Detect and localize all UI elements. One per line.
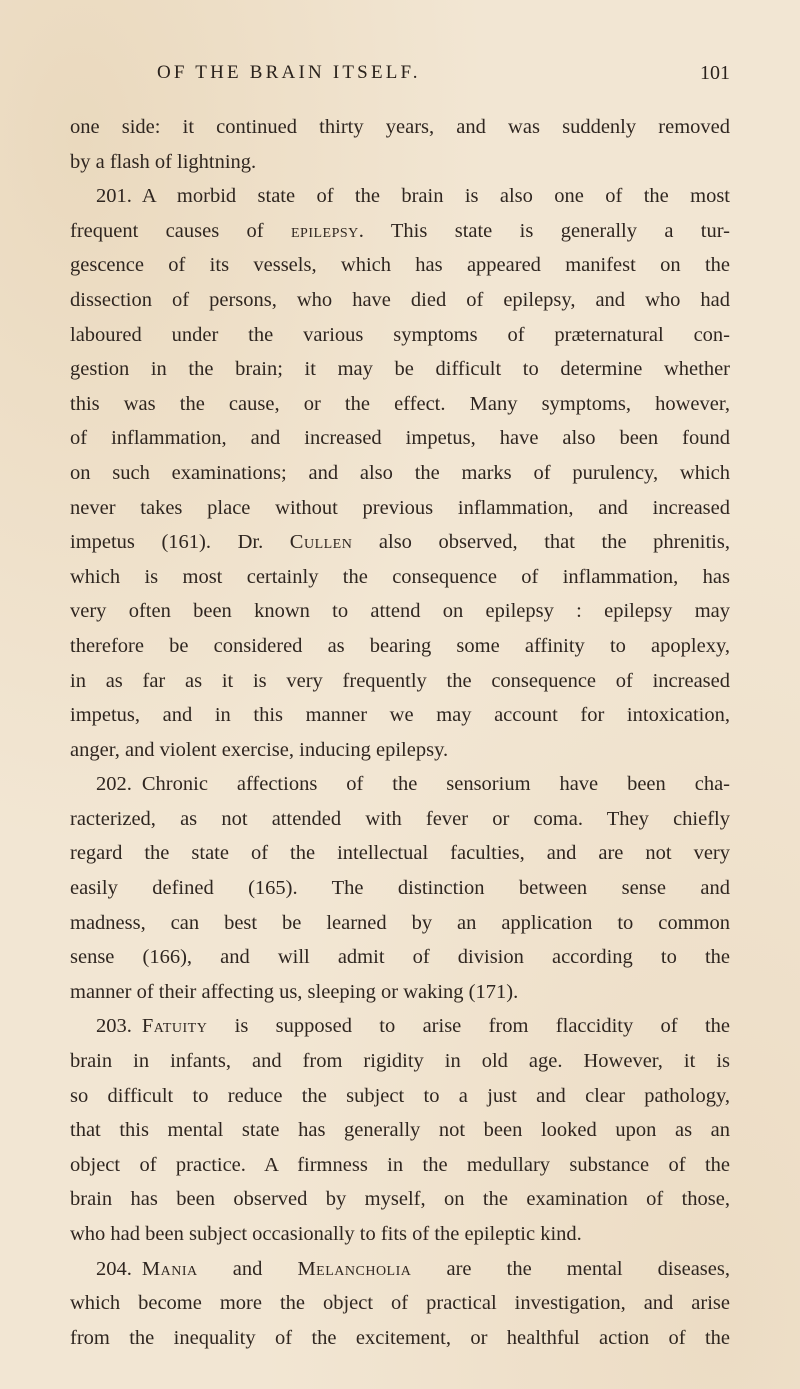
line-text: Chronic affections of the sensorium have been cha- [141,773,730,796]
text-line [70,664,730,699]
text-line [70,594,730,629]
running-head: OF THE BRAIN ITSELF. [157,62,421,83]
paragraph-start-line [70,1252,730,1287]
line-text: one side: it continued thirty years, and was suddenly removed [70,116,730,138]
line-text: sense (166), and will admit of division according to the [70,946,730,969]
text-line [70,145,730,180]
line-text: laboured under the various symptoms of præternatural con- [70,323,730,346]
line-text: this was the cause, or the effect. Many symptoms, however, [70,392,730,415]
paragraph-number: 201. [96,185,132,208]
text-line [70,525,730,560]
line-text: in as far as it is very frequently the consequence of increased [70,669,730,692]
paragraph-start-line [70,767,730,802]
text-line [70,421,730,456]
line-text: gestion in the brain; it may be difficult to determine whether [70,358,730,381]
text-line [70,871,730,906]
body-text [70,110,730,1355]
page-header [70,62,730,92]
line-text: is supposed to arise from flaccidity of the [207,1015,730,1038]
text-line [70,698,730,733]
small-caps-term: Mania [141,1257,198,1280]
small-caps-term: Cullen [289,531,353,554]
text-line [70,629,730,664]
line-text: brain in infants, and from rigidity in old age. However, it is [70,1050,730,1073]
line-text: brain has been observed by myself, on the examination of those, [70,1188,730,1211]
text-line [70,110,730,145]
paragraph-start-line [70,1009,730,1044]
text-line [70,491,730,526]
line-text: are the mental diseases, [411,1257,730,1280]
line-text: also observed, that the phrenitis, [352,531,730,554]
line-text: so difficult to reduce the subject to a just and clear pathology, [70,1084,730,1107]
text-line [70,802,730,837]
line-text: from the inequality of the excitement, or healthful action of the [70,1326,730,1349]
line-text: which become more the object of practical investigation, and arise [70,1292,730,1315]
line-text: never takes place without previous inflammation, and increased [70,496,730,519]
text-line [70,1148,730,1183]
line-text: that this mental state has generally not been looked upon as an [70,1119,730,1142]
line-text: therefore be considered as bearing some affinity to apoplexy, [70,634,730,657]
paragraph-number: 203. [96,1015,132,1038]
line-text: dissection of persons, who have died of epilepsy, and who had [70,288,730,311]
text-line [70,387,730,422]
text-line [70,248,730,283]
small-caps-term: Fatuity [141,1015,208,1038]
text-line [70,1079,730,1114]
line-text: of inflammation, and increased impetus, have also been found [70,427,730,450]
line-text: by a flash of lightning. [70,150,257,173]
line-text: anger, and violent exercise, inducing epilepsy. [70,738,449,761]
line-text: impetus (161). Dr. [70,531,290,554]
text-line [70,975,730,1010]
line-text: on such examinations; and also the marks of purulency, which [70,461,730,484]
paragraph-number: 204. [96,1257,132,1280]
text-line [70,318,730,353]
text-line [70,283,730,318]
text-line [70,836,730,871]
line-text: and [197,1257,298,1280]
line-text: object of practice. A firmness in the medullary substance of the [70,1153,730,1176]
text-line [70,906,730,941]
line-text: easily defined (165). The distinction between sense and [70,877,730,900]
text-line [70,733,730,768]
text-line [70,1286,730,1321]
line-text: . This state is generally a tur- [358,219,730,242]
text-line [70,1217,730,1252]
text-line [70,214,730,249]
paragraph-number: 202. [96,773,132,796]
line-text: racterized, as not attended with fever or coma. They chiefly [70,807,730,830]
paragraph-start-line [70,179,730,214]
line-text: frequent causes of [70,219,291,242]
small-caps-term: Melancholia [297,1257,412,1280]
text-line [70,560,730,595]
line-text: who had been subject occasionally to fits of the epileptic kind. [70,1223,582,1245]
line-text: impetus, and in this manner we may account for intoxication, [70,704,730,727]
small-caps-term: epilepsy [290,219,359,242]
text-line [70,352,730,387]
line-text: which is most certainly the consequence of inflammation, has [70,565,730,588]
line-text: very often been known to attend on epilepsy : epilepsy may [70,600,730,623]
page-number: 101 [700,62,730,84]
text-line [70,1321,730,1356]
text-line [70,1182,730,1217]
line-text: regard the state of the intellectual faculties, and are not very [70,842,730,865]
line-text: madness, can best be learned by an application to common [70,911,730,934]
line-text: manner of their affecting us, sleeping or waking (171). [70,980,519,1003]
text-line [70,1044,730,1079]
text-line [70,456,730,491]
line-text: A morbid state of the brain is also one of the most [141,185,730,208]
text-line [70,1113,730,1148]
line-text: gescence of its vessels, which has appeared manifest on the [70,254,730,277]
text-line [70,940,730,975]
